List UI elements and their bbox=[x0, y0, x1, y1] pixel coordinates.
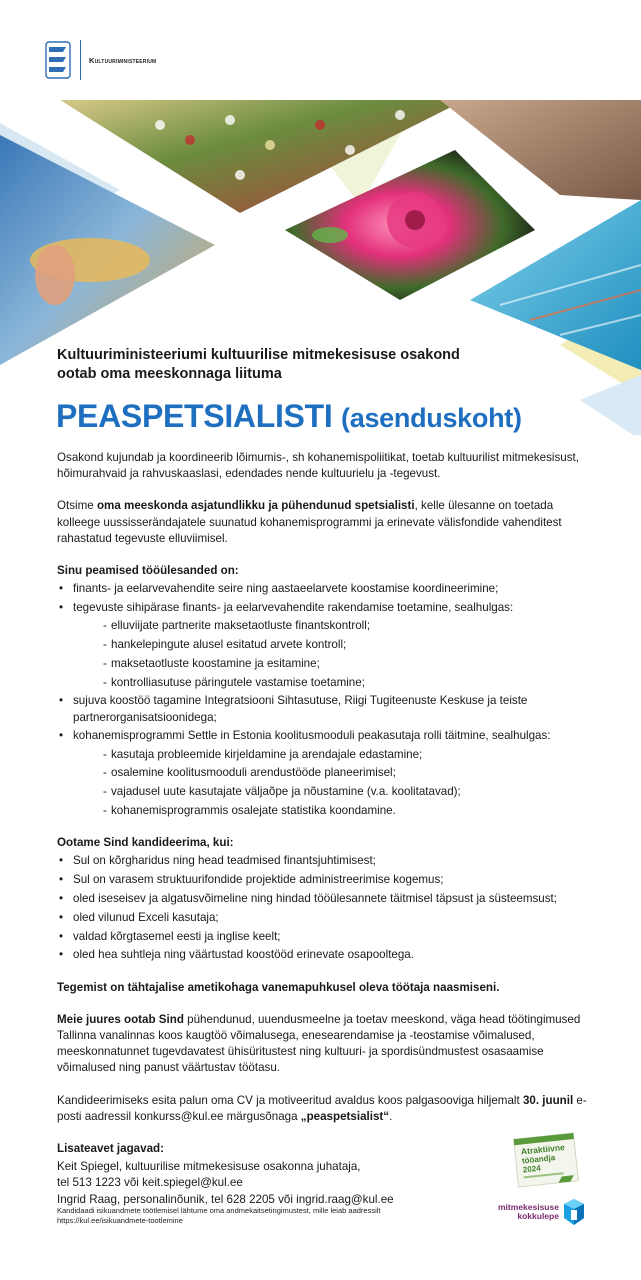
sub-list bbox=[73, 618, 597, 691]
list-item: • finants- ja eelarvevahendite seire ning aastaeelarvete koostamise koordineerimine; bbox=[57, 581, 597, 597]
text: Otsime bbox=[57, 499, 97, 513]
photo-collage bbox=[0, 95, 641, 435]
tasks-heading: Sinu peamised tööülesanded on: bbox=[57, 564, 239, 578]
list-item bbox=[57, 600, 597, 691]
sub-list bbox=[73, 747, 597, 820]
looking-for-paragraph bbox=[57, 498, 597, 547]
intro-heading: Kultuuriministeeriumi kultuurilise mitmekesisuse osakond ootab oma meeskonnaga liituma bbox=[57, 347, 460, 382]
sub-list-item: - kohanemisprogrammis osalejate statistika koondamine. bbox=[73, 803, 597, 819]
list-item: • Sul on kõrgharidus ning head teadmised finantsjuhtimisest; bbox=[57, 853, 597, 869]
sub-list-item: - maksetaotluste koostamine ja esitamine; bbox=[73, 656, 597, 672]
text: pühendunud, uuendusmeelne ja toetav meeskond, väga head töötingimused Tallinna vanalinnas koos kaugtöö võimalusega, enesearendamise ja -teostamise võimalused, meeskonnatunnet tugevdavatest ühisüritustest ning kultuuri- ja spordisündmustest osasaamise võimalused ning panust väärtustav töötasu. bbox=[57, 1012, 581, 1075]
diversity-agreement-text bbox=[498, 1203, 559, 1222]
decor-triangle bbox=[580, 375, 641, 435]
ministry-logo bbox=[44, 40, 156, 80]
sub-list-item: - kasutaja probleemide kirjeldamine ja arendajale edastamine; bbox=[73, 747, 597, 763]
job-title bbox=[56, 398, 522, 435]
badge-line2: tööandja bbox=[521, 1153, 556, 1166]
ad-body bbox=[57, 450, 597, 1208]
attractive-employer-badge bbox=[510, 1132, 582, 1188]
text: . bbox=[389, 1109, 393, 1123]
offer-paragraph bbox=[57, 1012, 597, 1077]
badge-line1: Atraktiivne bbox=[520, 1142, 566, 1157]
contact-line: tel 513 1223 või keit.spiegel@kul.ee bbox=[57, 1176, 243, 1190]
ministry-name: Kultuuriministeerium bbox=[89, 55, 157, 65]
sub-list-item: - elluviijate partnerite maksetaotluste finantskontroll; bbox=[73, 618, 597, 634]
sub-list-item: - vajadusel uute kasutajate väljaõpe ja nõustamine (v.a. koolitatavad); bbox=[73, 784, 597, 800]
sub-list-item: - hankelepingute alusel esitatud arvete kontroll; bbox=[73, 637, 597, 653]
job-title-sub: (asenduskoht) bbox=[341, 403, 522, 433]
sub-list-item: - kontrolliasutuse päringutele vastamise toetamine; bbox=[73, 675, 597, 691]
list-item: • oled vilunud Exceli kasutaja; bbox=[57, 910, 597, 926]
contacts-heading: Lisateavet jagavad: bbox=[57, 1142, 164, 1156]
sub-list-item: - osalemine koolitusmooduli arendustööde planeerimisel; bbox=[73, 765, 597, 781]
diversity-cube-icon bbox=[563, 1198, 585, 1226]
text-bold: oma meeskonda asjatundlikku ja pühendunud spetsialisti bbox=[96, 499, 415, 513]
apply-paragraph bbox=[57, 1093, 597, 1125]
list-item: • valdad kõrgtasemel eesti ja inglise keelt; bbox=[57, 929, 597, 945]
deadline: 30. juunil bbox=[522, 1093, 574, 1107]
job-title-main: PEASPETSIALISTI bbox=[56, 398, 333, 434]
list-item: • oled hea suhtleja ning väärtustad koostööd erinevate osapooltega. bbox=[57, 947, 597, 963]
list-item-text: kohanemisprogrammi Settle in Estonia koolitusmooduli peakasutaja rolli täitmine, sealhulgas: bbox=[73, 729, 551, 743]
mk-line1: mitmekesisuse bbox=[498, 1201, 559, 1212]
list-item-text: tegevuste sihipärase finants- ja eelarvevahendite rakendamise toetamine, sealhulgas: bbox=[73, 601, 514, 615]
coat-of-arms-icon bbox=[44, 40, 72, 80]
text-bold: Meie juures ootab Sind bbox=[57, 1012, 184, 1026]
text: , kelle ülesanne on toetada kolleege uussisserändajatele suunatud kohanemisprogrammi ja erinevate välisfondide vahenditest rahastatud tegevuste elluviimisel. bbox=[57, 499, 562, 545]
diversity-agreement-logo bbox=[498, 1198, 585, 1226]
text: e-posti aadressil konkurss@kul.ee märgusõnaga bbox=[57, 1093, 587, 1123]
requirements-heading: Ootame Sind kandideerima, kui: bbox=[57, 836, 234, 850]
list-item: • Sul on varasem struktuurifondide projektide administreerimise kogemus; bbox=[57, 872, 597, 888]
list-item: • sujuva koostöö tagamine Integratsiooni Sihtasutuse, Riigi Tugiteenuste Keskuse ja teiste partnerorganisatsioonidega; bbox=[57, 693, 597, 725]
tasks-list bbox=[57, 581, 597, 819]
temporary-position-note bbox=[57, 980, 597, 996]
department-description: Osakond kujundab ja koordineerib lõimumis-, sh kohanemispoliitikat, toetab kultuurilist mitmekesisust, hõimurahvaid ja rahvuskaaslasi, edendades nende kultuurielu ja -tegevust. bbox=[57, 451, 579, 481]
list-item: • oled iseseisev ja algatusvõimeline ning hindad tööülesannete täitmisel täpsust ja süsteemsust; bbox=[57, 891, 597, 907]
privacy-footnote: Kandidaadi isikuandmete töötlemisel lähtume oma andmekaitsetingimustest, mille leiab aadressilt https://kul.ee/isikuandmete-tootlemine bbox=[57, 1206, 381, 1225]
list-item bbox=[57, 728, 597, 819]
mk-line2: kokkulepe bbox=[517, 1211, 559, 1221]
text-bold: Tegemist on tähtajalise ametikohaga vanemapuhkusel oleva töötaja naasmiseni. bbox=[57, 980, 500, 994]
contact-line: Keit Spiegel, kultuurilise mitmekesisuse osakonna juhataja, bbox=[57, 1160, 361, 1174]
logo-divider bbox=[80, 40, 81, 80]
badge-year: 2024 bbox=[522, 1163, 542, 1175]
requirements-list bbox=[57, 853, 597, 963]
contact-line: Ingrid Raag, personalinõunik, tel 628 2205 või ingrid.raag@kul.ee bbox=[57, 1192, 394, 1206]
keyword: „peaspetsialist“ bbox=[300, 1109, 390, 1123]
text: Kandideerimiseks esita palun oma CV ja motiveeritud avaldus koos palgasooviga hiljemalt bbox=[57, 1093, 523, 1107]
